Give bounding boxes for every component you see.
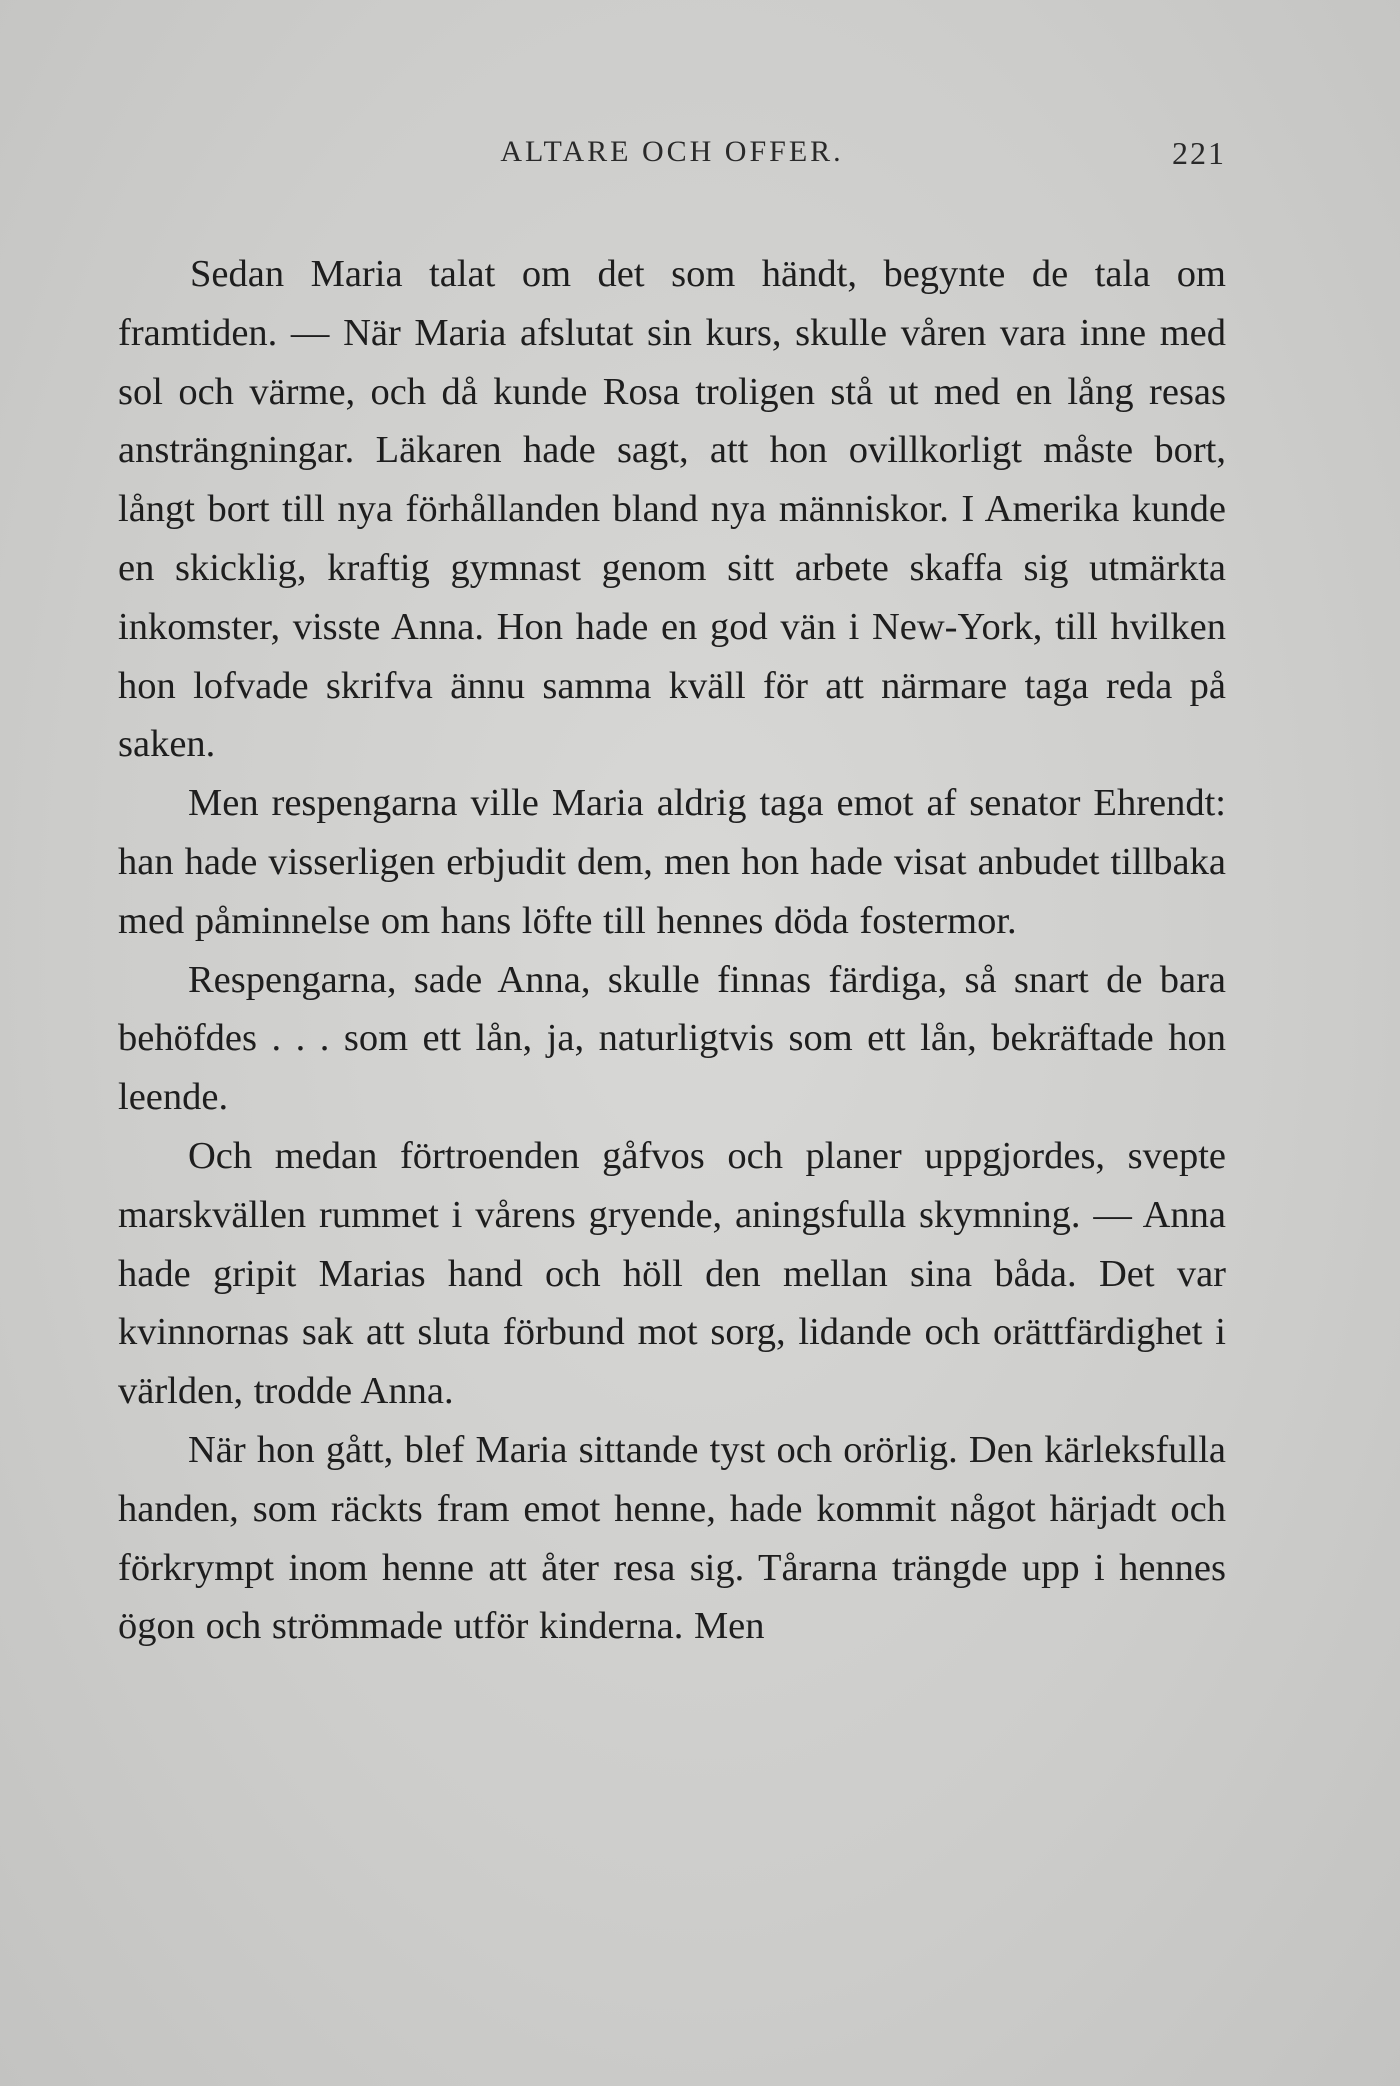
paragraph: Och medan förtroenden gåfvos och planer uppgjordes, svepte marskvällen rummet i vårens gryende, aningsfulla skymning. — Anna hade gripit Marias hand och höll den mellan sina båda. Det var kvinnornas sak att sluta förbund mot sorg, lidande och orättfärdighet i världen, trodde Anna. <box>118 1134 1226 1413</box>
paragraph: Sedan Maria talat om det som händt, begynte de tala om framtiden. — När Maria afslutat sin kurs, skulle våren vara inne med sol och värme, och då kunde Rosa troligen stå ut med en lång resas ansträngningar. Läkaren hade sagt, att hon ovillkorligt måste bort, långt bort till nya förhållanden bland nya människor. I Amerika kunde en skicklig, kraftig gymnast genom sitt arbete skaffa sig utmärkta inkomster, visste Anna. Hon hade en god vän i New-York, till hvilken hon lofvade skrifva ännu samma kväll för att närmare taga reda på saken. <box>118 253 1226 766</box>
running-title: ALTARE OCH OFFER. <box>500 135 844 168</box>
paragraph: Respengarna, sade Anna, skulle finnas färdiga, så snart de bara behöfdes . . . som ett lån, ja, naturligtvis som ett lån, bekräftade hon leende. <box>118 958 1226 1119</box>
paragraph: Men respengarna ville Maria aldrig taga emot af senator Ehrendt: han hade visserligen erbjudit dem, men hon hade visat anbudet tillbaka med påminnelse om hans löfte till hennes döda fostermor. <box>118 782 1226 942</box>
body-text <box>118 245 1226 1656</box>
page-number: 221 <box>1172 135 1226 171</box>
paragraph: När hon gått, blef Maria sittande tyst och orörlig. Den kärleksfulla handen, som räckts fram emot henne, hade kommit något härjadt och förkrympt inom henne att åter resa sig. Tårarna trängde upp i hennes ögon och strömmade utför kinderna. Men <box>118 1428 1226 1648</box>
page-header <box>118 135 1226 175</box>
